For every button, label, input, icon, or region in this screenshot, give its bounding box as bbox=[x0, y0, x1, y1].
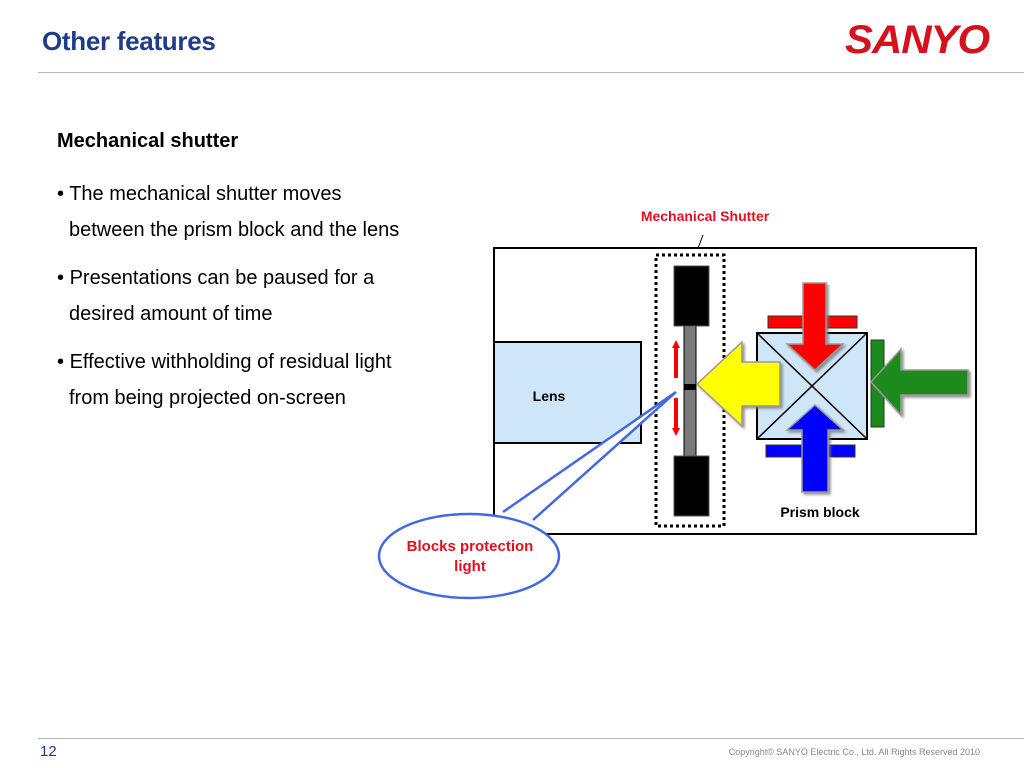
slide-title: Other features bbox=[42, 26, 216, 56]
copyright-notice: Copyright© SANYO Electric Co., Ltd. All Rights Reserved 2010 bbox=[728, 747, 980, 757]
section-heading: Mechanical shutter bbox=[57, 130, 239, 152]
prism-label: Prism block bbox=[780, 504, 860, 520]
shutter-rod bbox=[684, 324, 696, 460]
bullet-item: • Presentations can be paused for a desired amount of time bbox=[57, 260, 417, 332]
callout-bubble bbox=[379, 514, 559, 598]
bullet-item: • The mechanical shutter moves between the prism block and the lens bbox=[57, 176, 417, 248]
shutter-label: Mechanical Shutter bbox=[640, 208, 770, 224]
lens-block bbox=[494, 342, 641, 443]
shutter-top-block bbox=[674, 266, 709, 326]
lens-label: Lens bbox=[532, 388, 566, 404]
bullet-item: • Effective withholding of residual light from being projected on-screen bbox=[57, 344, 417, 416]
shutter-bottom-block bbox=[674, 456, 709, 516]
callout-text-line1: Blocks protection bbox=[406, 538, 534, 555]
page-number: 12 bbox=[40, 743, 57, 760]
callout-text-line2: light bbox=[454, 558, 486, 575]
sanyo-logo: SANYO bbox=[845, 18, 990, 62]
shutter-center-gap bbox=[684, 384, 696, 390]
bottom-divider bbox=[38, 738, 1024, 739]
